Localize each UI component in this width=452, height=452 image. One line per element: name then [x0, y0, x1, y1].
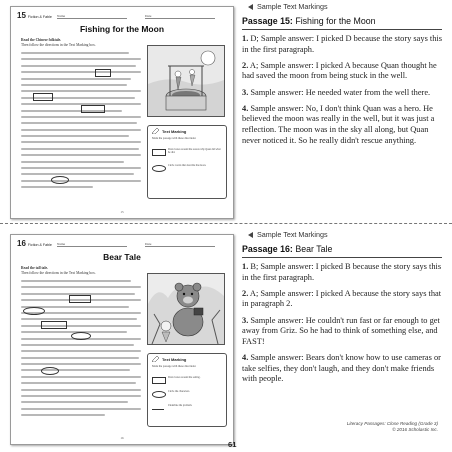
marking-direction-1: Draw boxes around the setting. [152, 376, 222, 384]
name-field: Name [57, 242, 127, 247]
thumbnail-directions [21, 266, 96, 276]
answer-item: 3. Sample answer: He needed water from the well there. [242, 87, 431, 97]
well-illustration [147, 45, 225, 117]
directions-line-2: Then follow the directions in the Text Marking box. [21, 43, 96, 47]
passage-15-section [0, 0, 452, 222]
thumbnail-page-number: 16 [120, 436, 124, 440]
thumbnail-header [17, 11, 227, 21]
passage-16-section [0, 228, 452, 452]
title-rule [242, 29, 442, 30]
text-marking-title: Text Marking [162, 357, 187, 362]
bear-illustration [147, 273, 225, 345]
text-mark-box [81, 105, 105, 113]
page-number: 61 [228, 440, 237, 449]
passage-text-lines [21, 52, 141, 193]
publication-info [347, 421, 438, 433]
directions-line-2: Then follow the directions in the Text Marking box. [21, 271, 96, 275]
date-field: Date [145, 14, 215, 19]
thumbnail-title: Fishing for the Moon [79, 24, 165, 34]
passage-15-thumbnail [10, 6, 234, 219]
pencil-icon [152, 128, 159, 134]
text-marking-instructions: Mark the passage with these directions: [152, 365, 197, 368]
thumbnail-label: Fiction & Fable [27, 243, 52, 247]
marking-direction-2: Circle the characters. [152, 390, 222, 398]
section-divider [0, 223, 452, 224]
answer-item: 2. A; Sample answer: I picked A because Quan thought he had saved the moon from being stuck in the well. [242, 60, 437, 81]
directions-line-1: Read the Chinese folktale. [21, 38, 62, 42]
answer-item: 4. Sample answer: Bears don't know how to use cameras or take selfies, they don't laugh, and they don't make friends with people. [242, 352, 441, 384]
answer-list [242, 34, 444, 152]
answer-list [242, 262, 444, 390]
marking-direction-3: Underline the problem. [152, 404, 222, 412]
thumbnail-number: 15 [17, 11, 26, 20]
thumbnail-number: 16 [17, 239, 26, 248]
copyright: © 2016 Scholastic Inc. [392, 427, 438, 432]
text-mark-box [95, 69, 111, 77]
marking-direction-2: Circle words that describe the moon. [152, 164, 222, 172]
text-marking-instructions: Mark the passage with these directions: [152, 137, 197, 140]
answer-item: 4. Sample answer: No, I don't think Quan was a hero. He believed the moon was really in the well, but it was just a reflection. The moon was in the sky all along, but Quan never noticed it. So he really didn't rescue anything. [242, 103, 435, 145]
text-mark-box [69, 295, 91, 303]
text-marking-box [147, 353, 227, 427]
triangle-left-icon [248, 4, 253, 10]
passage-16-thumbnail [10, 234, 234, 445]
text-mark-box [33, 93, 53, 101]
thumbnail-header [17, 239, 227, 249]
text-marking-box [147, 125, 227, 199]
answer-item: 1. B; Sample answer: I picked B because the story says this in the first paragraph. [242, 262, 442, 282]
thumbnail-page-number: 15 [120, 210, 124, 214]
answer-item: 3. Sample answer: He couldn't run fast or far enough to get away from Griz. So he had to think of something else, and FAST! [242, 315, 440, 346]
marking-direction-1: Draw boxes around the reason why Quan did what he did. [152, 148, 222, 156]
thumbnail-label: Fiction & Fable [27, 15, 52, 19]
answer-item: 2. A; Sample answer: I picked A because the story says that in paragraph 2. [242, 288, 442, 309]
text-mark-circle [41, 367, 59, 375]
name-field: Name [57, 14, 127, 19]
text-mark-circle [51, 176, 69, 184]
text-mark-circle [71, 332, 91, 340]
date-field: Date [145, 242, 215, 247]
sample-text-markings-caption: Sample Text Markings [248, 2, 328, 11]
thumbnail-directions [21, 38, 96, 48]
sample-text-markings-caption: Sample Text Markings [248, 230, 328, 239]
triangle-left-icon [248, 232, 253, 238]
directions-line-1: Read the tall tale. [21, 266, 48, 270]
answer-item: 1. D; Sample answer: I picked D because the story says this in the first paragraph. [242, 34, 443, 54]
text-mark-box [41, 321, 67, 329]
passage-title: Passage 16: Bear Tale [242, 244, 333, 254]
thumbnail-title: Bear Tale [103, 252, 141, 262]
pencil-icon [152, 356, 159, 362]
book-title: Literacy Passages: Close Reading (Grade 3) [346, 421, 438, 426]
text-marking-title: Text Marking [162, 129, 187, 134]
title-rule [242, 257, 442, 258]
text-mark-circle [23, 307, 45, 315]
passage-title: Passage 15: Fishing for the Moon [242, 16, 376, 26]
